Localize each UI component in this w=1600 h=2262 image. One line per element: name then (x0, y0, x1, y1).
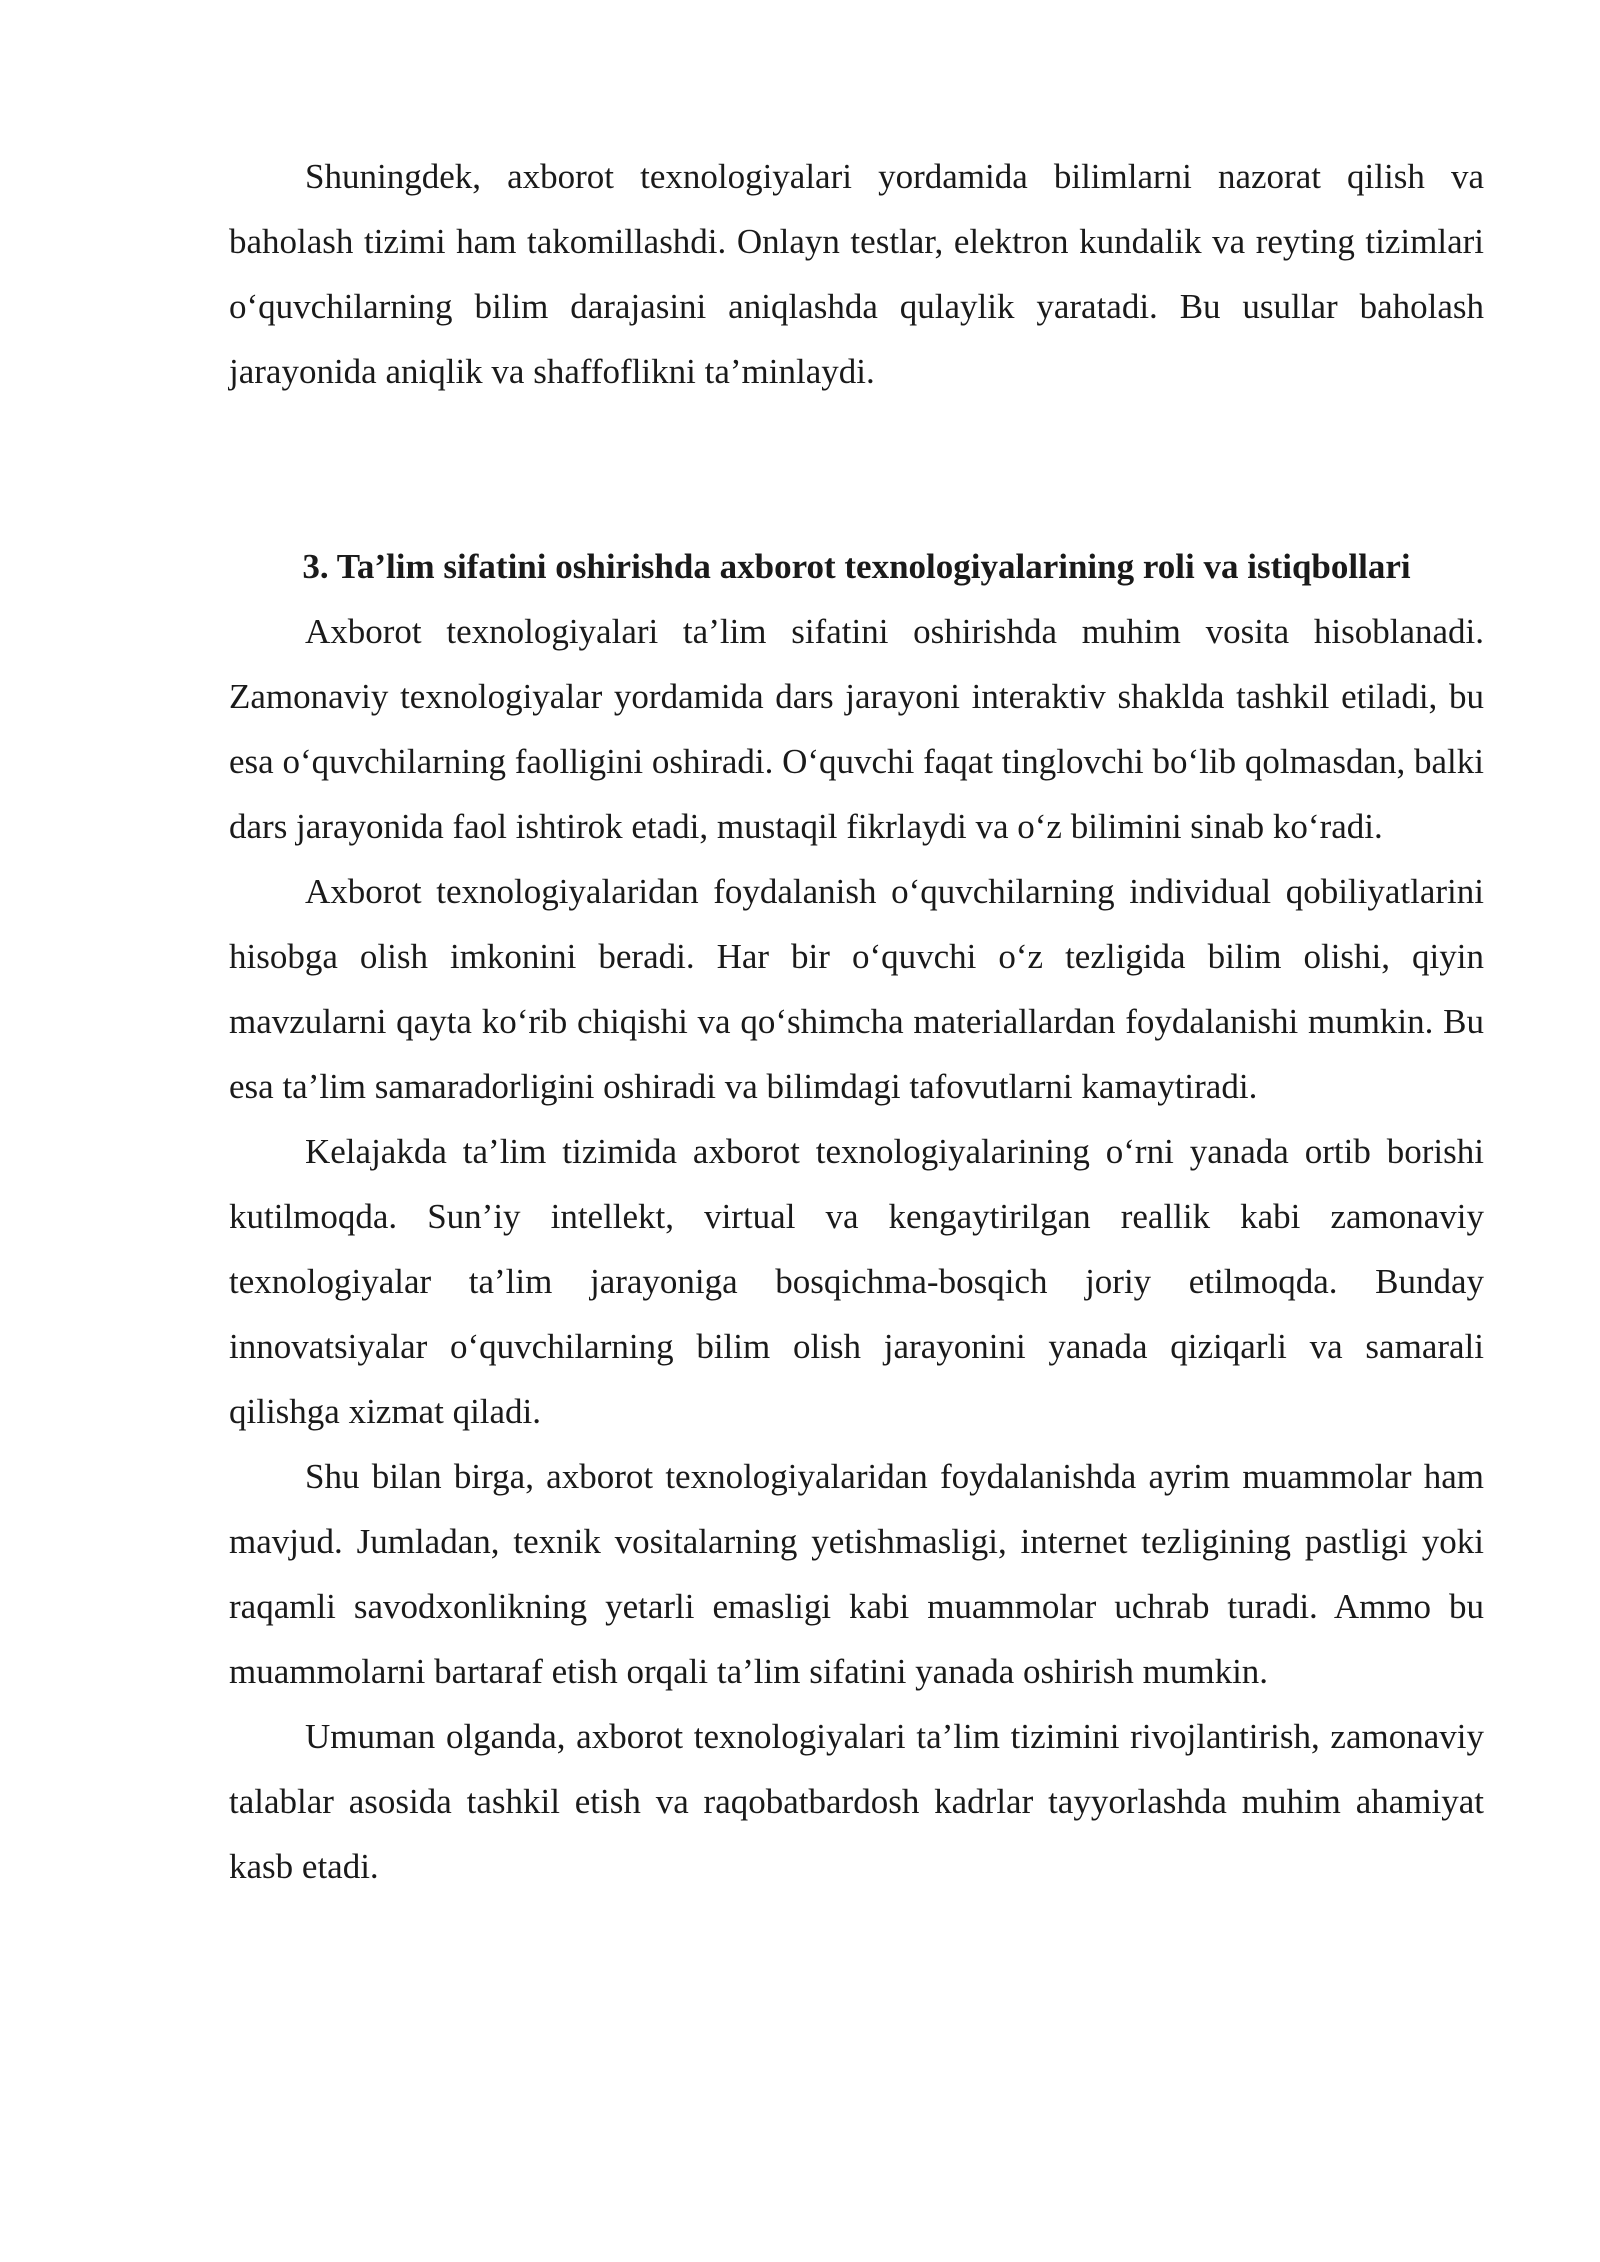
paragraph-conclusion: Umuman olganda, axborot texnologiyalari ta’lim tizimini rivojlantirish, zamonaviy talablar asosida tashkil etish va raqobatbardosh kadrlar tayyorlashda muhim ahamiyat kasb etadi. (229, 1717, 1484, 1886)
paragraph-individual-abilities: Axborot texnologiyalaridan foydalanish o‘quvchilarning individual qobiliyatlarini hisobga olish imkonini beradi. Har bir o‘quvchi o‘z tezligida bilim olishi, qiyin mavzularni qayta ko‘rib chiqishi va qo‘shimcha materiallardan foydalanishi mumkin. Bu esa ta’lim samaradorligini oshiradi va bilimdagi tafovutlarni kamaytiradi. (229, 872, 1484, 1106)
paragraph-future-prospects: Kelajakda ta’lim tizimida axborot texnologiyalarining o‘rni yanada ortib borishi kutilmoqda. Sun’iy intellekt, virtual va kengaytirilgan reallik kabi zamonaviy texnologiyalar ta’lim jarayoniga bosqichma-bosqich joriy etilmoqda. Bunday innovatsiyalar o‘quvchilarning bilim olish jarayonini yanada qiziqarli va samarali qilishga xizmat qiladi. (229, 1132, 1484, 1431)
paragraph-problems: Shu bilan birga, axborot texnologiyalaridan foydalanishda ayrim muammolar ham mavjud. Jumladan, texnik vositalarning yetishmasligi, internet tezligining pastligi yoki raqamli savodxonlikning yetarli emasligi kabi muammolar uchrab turadi. Ammo bu muammolarni bartaraf etish orqali ta’lim sifatini yanada oshirish mumkin. (229, 1457, 1484, 1691)
paragraph-assessment: Shuningdek, axborot texnologiyalari yordamida bilimlarni nazorat qilish va baholash tizimi ham takomillashdi. Onlayn testlar, elektron kundalik va reyting tizimlari o‘quvchilarning bilim darajasini aniqlashda qulaylik yaratadi. Bu usullar baholash jarayonida aniqlik va shaffoflikni ta’minlaydi. (229, 157, 1484, 391)
document-body (229, 144, 1484, 1899)
section-heading: 3. Ta’lim sifatini oshirishda axborot texnologiyalarining roli va istiqbollari (302, 547, 1411, 586)
section-spacer (229, 404, 1484, 534)
paragraph-interactive-lessons: Axborot texnologiyalari ta’lim sifatini oshirishda muhim vosita hisoblanadi. Zamonaviy texnologiyalar yordamida dars jarayoni interaktiv shaklda tashkil etiladi, bu esa o‘quvchilarning faolligini oshiradi. O‘quvchi faqat tinglovchi bo‘lib qolmasdan, balki dars jarayonida faol ishtirok etadi, mustaqil fikrlaydi va o‘z bilimini sinab ko‘radi. (229, 612, 1484, 846)
